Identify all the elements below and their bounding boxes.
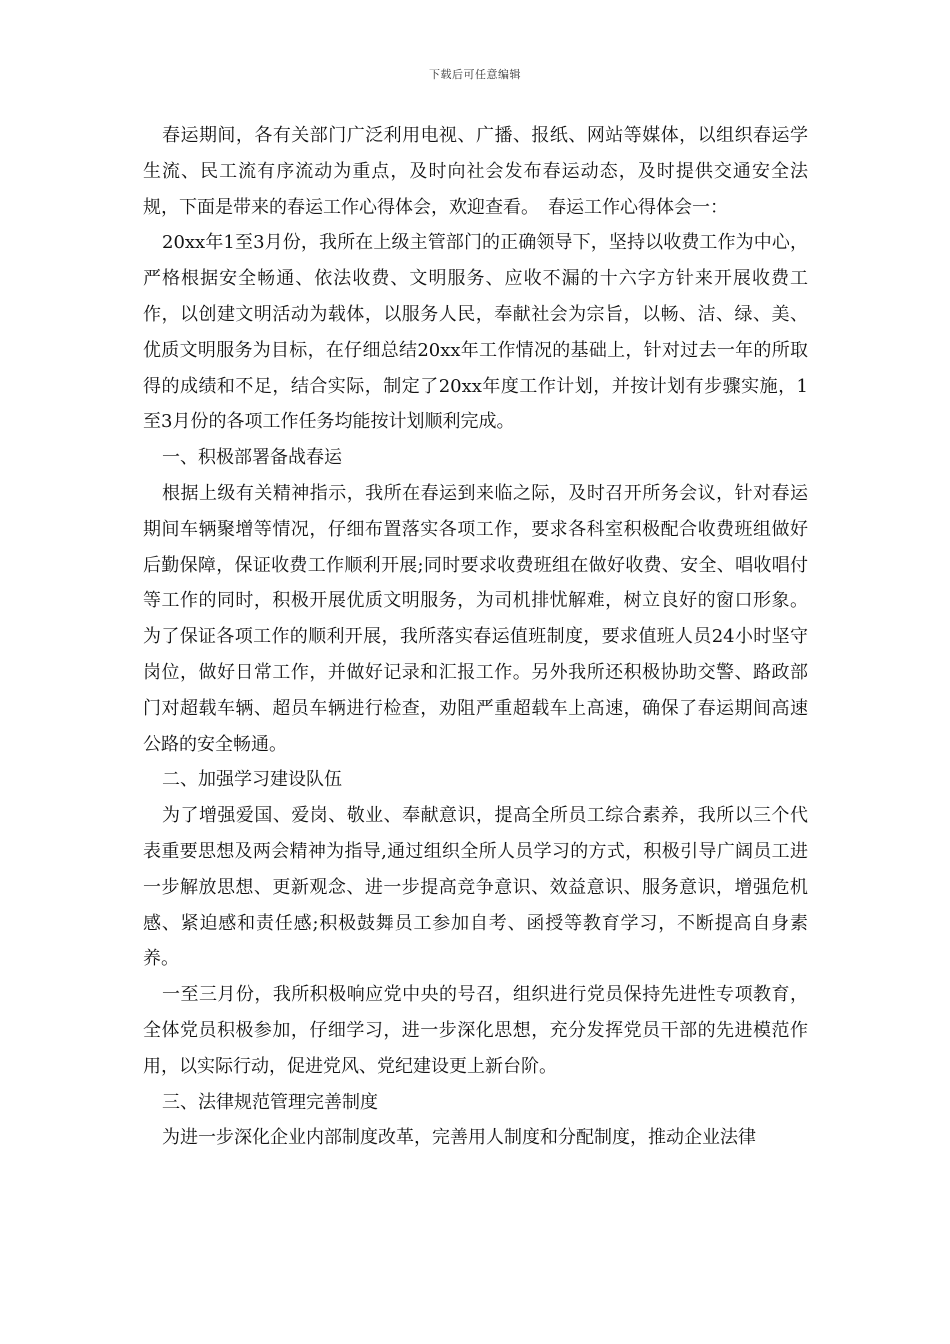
section-3-paragraph: 为进一步深化企业内部制度改革，完善用人制度和分配制度，推动企业法律	[162, 1127, 756, 1149]
section-heading-3: 三、法律规范管理完善制度	[162, 1091, 378, 1113]
section-2-paragraph-1: 为了增强爱国、爱岗、敬业、奉献意识，提高全所员工综合素养，我所以三个代表重要思想及两会精神为指导,通过组织全所人员学习的方式，积极引导广阔员工进一步解放思想、更新观念、进一步提高竞争意识、效益意识、服务意识，增强危机感、紧迫感和责任感;积极鼓舞员工参加自考、函授等教育学习，不断提高自身素养。	[143, 805, 808, 970]
summary-paragraph: 20xx年1至3月份，我所在上级主管部门的正确领导下，坚持以收费工作为中心，严格根据安全畅通、依法收费、文明服务、应收不漏的十六字方针来开展收费工作，以创建文明活动为载体，以服务人民，奉献社会为宗旨，以畅、洁、绿、美、优质文明服务为目标，在仔细总结20xx年工作情况的基础上，针对过去一年的所取得的成绩和不足，结合实际，制定了20xx年度工作计划，并按计划有步骤实施，1至3月份的各项工作任务均能按计划顺利完成。	[143, 232, 808, 433]
page-header-note: 下载后可任意编辑	[429, 68, 521, 81]
intro-paragraph: 春运期间，各有关部门广泛利用电视、广播、报纸、网站等媒体，以组织春运学生流、民工流有序流动为重点，及时向社会发布春运动态，及时提供交通安全法规，下面是带来的春运工作心得体会，欢迎查看。 春运工作心得体会一：	[143, 125, 808, 218]
document-body	[143, 118, 808, 1156]
section-1-paragraph: 根据上级有关精神指示，我所在春运到来临之际，及时召开所务会议，针对春运期间车辆聚增等情况，仔细布置落实各项工作，要求各科室积极配合收费班组做好后勤保障，保证收费工作顺利开展;同时要求收费班组在做好收费、安全、唱收唱付等工作的同时，积极开展优质文明服务，为司机排忧解难，树立良好的窗口形象。为了保证各项工作的顺利开展，我所落实春运值班制度，要求值班人员24小时坚守岗位，做好日常工作，并做好记录和汇报工作。另外我所还积极协助交警、路政部门对超载车辆、超员车辆进行检查，劝阻严重超载车上高速，确保了春运期间高速公路的安全畅通。	[143, 482, 808, 755]
section-2-paragraph-2: 一至三月份，我所积极响应党中央的号召，组织进行党员保持先进性专项教育，全体党员积极参加，仔细学习，进一步深化思想，充分发挥党员干部的先进模范作用，以实际行动，促进党风、党纪建设更上新台阶。	[143, 984, 808, 1077]
section-heading-1: 一、积极部署备战春运	[162, 447, 342, 469]
section-heading-2: 二、加强学习建设队伍	[162, 769, 342, 791]
